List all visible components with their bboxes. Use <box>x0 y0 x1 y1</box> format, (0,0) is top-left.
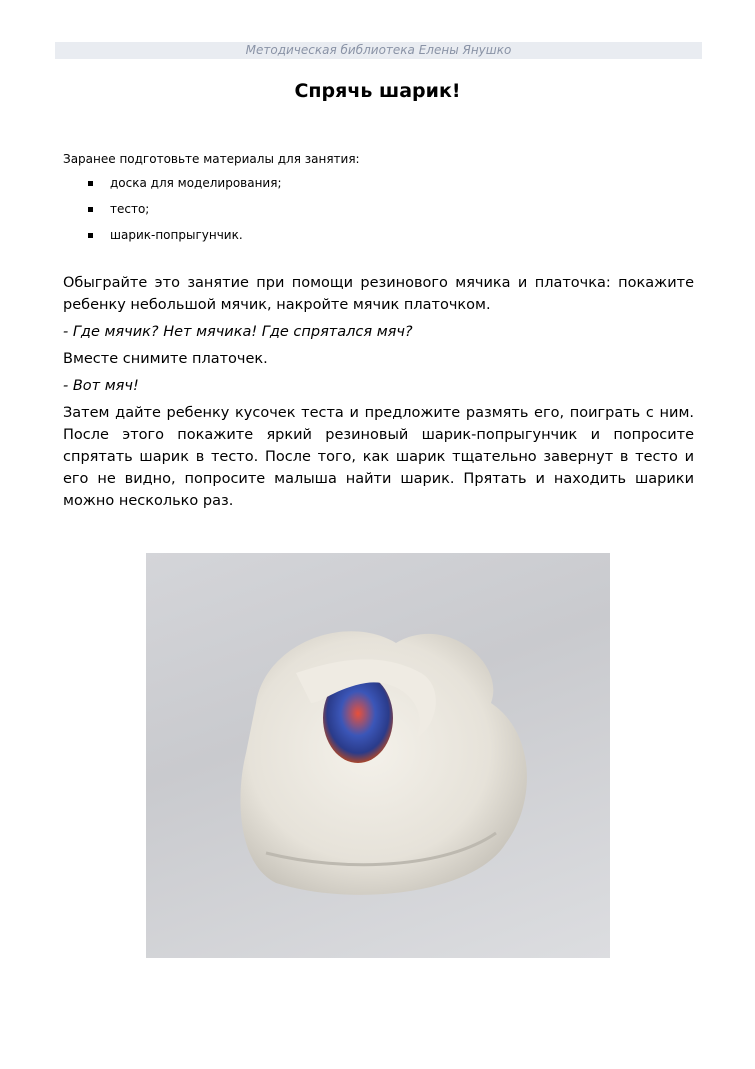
page-title: Спрячь шарик! <box>294 80 461 102</box>
list-item: доска для моделирования; <box>85 176 282 202</box>
materials-list <box>85 176 282 254</box>
paragraph: Обыграйте это занятие при помощи резинового мячика и платочка: покажите ребенку небольшой мячик, накройте мячик платочком. <box>63 275 694 313</box>
dough-ball-photo <box>146 553 610 958</box>
list-item: шарик-попрыгунчик. <box>85 228 282 254</box>
photo-illustration <box>146 553 610 958</box>
body-text <box>63 272 694 517</box>
dialogue-line: - Где мячик? Нет мячика! Где спрятался мяч? <box>63 324 413 340</box>
list-item: тесто; <box>85 202 282 228</box>
paragraph: Вместе снимите платочек. <box>63 351 268 367</box>
paragraph: Затем дайте ребенку кусочек теста и предложите размять его, поиграть с ним. После этого покажите яркий резиновый шарик-попрыгунчик и попросите спрятать шарик в тесто. После того, как шарик тщательно завернут в тесто и его не видно, попросите малыша найти шарик. Прятать и находить шарики можно несколько раз. <box>63 405 694 509</box>
page-header: Методическая библиотека Елены Янушко <box>55 42 702 59</box>
dialogue-line: - Вот мяч! <box>63 378 139 394</box>
materials-intro: Заранее подготовьте материалы для занятия: <box>63 152 360 166</box>
